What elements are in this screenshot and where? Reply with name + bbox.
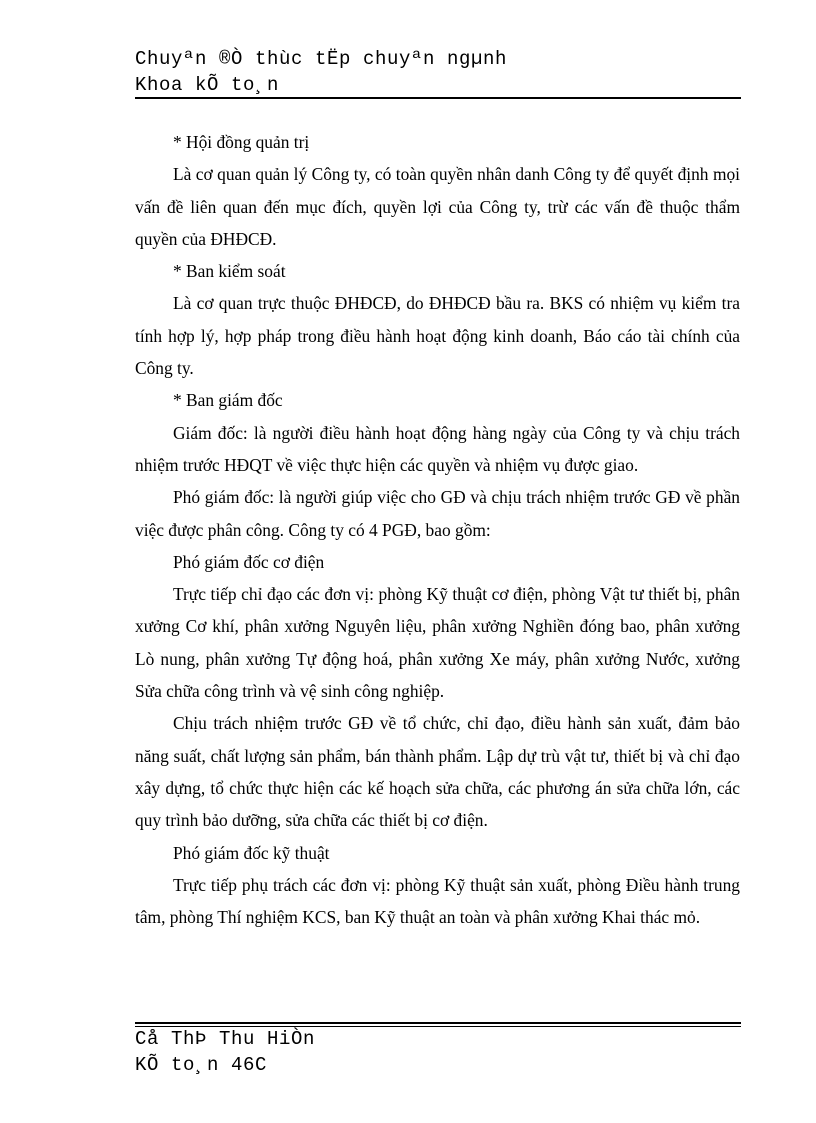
heading-deputy-electromechanical: Phó giám đốc cơ điện: [173, 551, 325, 572]
footer-class: KÕ to¸n 46C: [135, 1054, 268, 1076]
heading-management-board: * Ban giám đốc: [173, 390, 283, 411]
paragraph-technical-units: Trực tiếp phụ trách các đơn vị: phòng Kỹ thuật sản xuất, phòng Điều hành trung tâm, phòng Thí nghiệm KCS, ban Kỹ thuật an toàn và phân xưởng Khai thác mỏ.: [135, 874, 740, 928]
page-header: [135, 46, 741, 98]
paragraph-deputy-director: Phó giám đốc: là người giúp việc cho GĐ và chịu trách nhiệm trước GĐ về phần việc được phân công. Công ty có 4 PGĐ, bao gồm:: [135, 487, 740, 540]
heading-supervisory-board: * Ban kiểm soát: [173, 261, 286, 282]
document-body: [135, 126, 740, 933]
paragraph-supervisory-description: Là cơ quan trực thuộc ĐHĐCĐ, do ĐHĐCĐ bầu ra. BKS có nhiệm vụ kiểm tra tính hợp lý, hợp pháp trong điều hành hoạt động kinh doanh, Báo cáo tài chính của Công ty.: [135, 293, 740, 379]
header-faculty: Khoa kÕ to¸n: [135, 74, 280, 96]
paragraph-board-description: Là cơ quan quản lý Công ty, có toàn quyền nhân danh Công ty để quyết định mọi vấn đề liên quan đến mục đích, quyền lợi của Công ty, trừ các vấn đề thuộc thẩm quyền của ĐHĐCĐ.: [135, 164, 740, 249]
paragraph-electromechanical-units: Trực tiếp chỉ đạo các đơn vị: phòng Kỹ thuật cơ điện, phòng Vật tư thiết bị, phân xưởng Cơ khí, phân xưởng Nguyên liệu, phân xưởng Nghiền đóng bao, phân xưởng Lò nung, phân xưởng Tự động hoá, phân xưởng Xe máy, phân xưởng Nước, xưởng Sửa chữa công trình và vệ sinh công nghiệp.: [135, 584, 740, 702]
heading-board-of-directors: * Hội đồng quản trị: [173, 132, 310, 152]
paragraph-director: Giám đốc: là người điều hành hoạt động hàng ngày của Công ty và chịu trách nhiệm trước HĐQT về việc thực hiện các quyền và nhiệm vụ được giao.: [135, 422, 740, 475]
paragraph-electromechanical-responsibilities: Chịu trách nhiệm trước GĐ về tổ chức, chỉ đạo, điều hành sản xuất, đảm bảo năng suất, chất lượng sản phẩm, bán thành phẩm. Lập dự trù vật tư, thiết bị và chỉ đạo xây dựng, tổ chức thực hiện các kế hoạch sửa chữa, các phương án sửa chữa lớn, các quy trình bảo dưỡng, sửa chữa các thiết bị cơ điện.: [135, 713, 740, 831]
page-footer: [135, 1026, 741, 1078]
heading-deputy-technical: Phó giám đốc kỹ thuật: [173, 842, 330, 863]
header-divider: [135, 97, 741, 99]
footer-author: Cå ThÞ Thu HiÒn: [135, 1028, 316, 1050]
footer-divider-thick: [135, 1022, 741, 1024]
header-report-title: Chuyªn ®Ò thùc tËp chuyªn ngµnh: [135, 48, 508, 70]
